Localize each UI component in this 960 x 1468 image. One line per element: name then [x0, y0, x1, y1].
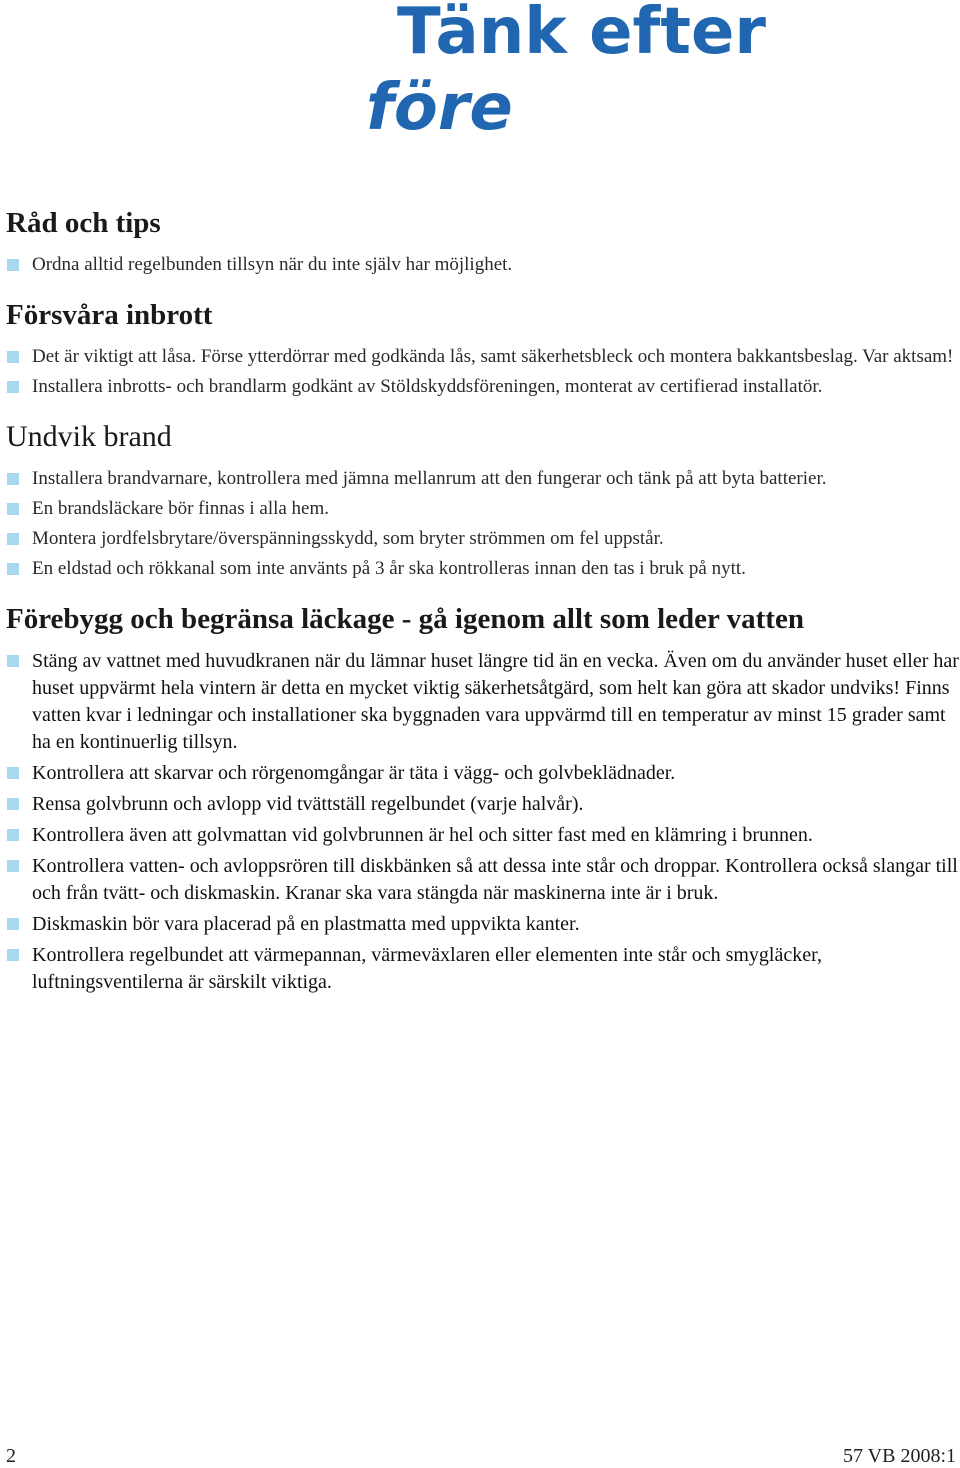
list-item: [6, 911, 960, 938]
list-item-text: Kontrollera regelbundet att värmepannan, värmeväxlaren eller elementen inte står och smygläcker, luftningsventilerna är särskilt viktiga.: [32, 944, 822, 993]
list-item: [6, 556, 960, 582]
list-item-text: En eldstad och rökkanal som inte använts på 3 år ska kontrolleras innan den tas i bruk på nytt.: [32, 558, 746, 579]
square-bullet-icon: [7, 259, 19, 271]
list-item: [6, 648, 960, 756]
list-item-text: Kontrollera även att golvmattan vid golvbrunnen är hel och sitter fast med en klämring i brunnen.: [32, 824, 813, 846]
list-item: [6, 252, 960, 278]
list-item: [6, 822, 960, 849]
square-bullet-icon: [7, 473, 19, 485]
list-item-text: Installera brandvarnare, kontrollera med jämna mellanrum att den fungerar och tänk på att byta batterier.: [32, 468, 827, 489]
list-item-text: Det är viktigt att låsa. Förse ytterdörrar med godkända lås, samt säkerhetsbleck och montera bakkantsbeslag. Var aktsam!: [32, 346, 954, 367]
list-item: [6, 942, 960, 996]
list-item-text: Diskmaskin bör vara placerad på en plastmatta med uppvikta kanter.: [32, 913, 580, 935]
list-item-text: Montera jordfelsbrytare/överspänningsskydd, som bryter strömmen om fel uppstår.: [32, 528, 664, 549]
square-bullet-icon: [7, 798, 19, 810]
list-item: [6, 374, 960, 400]
list-item-text: En brandsläckare bör finnas i alla hem.: [32, 498, 330, 519]
page-title-line-2: före: [366, 71, 513, 145]
list-item: [6, 496, 960, 522]
list-item-text: Rensa golvbrunn och avlopp vid tvättställ regelbundet (varje halvår).: [32, 793, 584, 815]
publication-reference: 57 VB 2008:1: [843, 1445, 956, 1467]
section-heading: Förebygg och begränsa läckage - gå igenom allt som leder vatten: [6, 603, 804, 635]
document-body: [6, 202, 960, 1012]
square-bullet-icon: [7, 533, 19, 545]
square-bullet-icon: [7, 918, 19, 930]
list-item: [6, 853, 960, 907]
square-bullet-icon: [7, 655, 19, 667]
list-item-text: Installera inbrotts- och brandlarm godkänt av Stöldskyddsföreningen, monterat av certifierad installatör.: [32, 376, 823, 397]
list-item: [6, 466, 960, 492]
list-item: [6, 526, 960, 552]
square-bullet-icon: [7, 829, 19, 841]
section-undvik-brand: [6, 416, 960, 582]
square-bullet-icon: [7, 949, 19, 961]
list-item: [6, 344, 960, 370]
square-bullet-icon: [7, 503, 19, 515]
square-bullet-icon: [7, 860, 19, 872]
section-rad-och-tips: [6, 202, 960, 278]
section-forsvara-inbrott: [6, 294, 960, 400]
square-bullet-icon: [7, 563, 19, 575]
section-heading: Försvåra inbrott: [6, 299, 213, 331]
list-item: [6, 791, 960, 818]
page-title-line-1: Tänk efter: [397, 0, 766, 69]
square-bullet-icon: [7, 351, 19, 363]
section-heading: Undvik brand: [6, 420, 172, 453]
list-item-text: Kontrollera att skarvar och rörgenomgångar är täta i vägg- och golvbeklädnader.: [32, 762, 676, 784]
bullet-list: [6, 252, 960, 278]
bullet-list: [6, 466, 960, 582]
list-item: [6, 760, 960, 787]
section-heading: Råd och tips: [6, 207, 161, 239]
list-item-text: Stäng av vattnet med huvudkranen när du lämnar huset längre tid än en vecka. Även om du använder huset eller har huset uppvärmt hela vintern är detta en mycket viktig säkerhetsåtgärd, som helt kan göra att skador undviks! Finns vatten kvar i ledningar och installationer ska byggnaden vara uppvärmd till en temperatur av minst 15 grader samt ha en kontinuerlig tillsyn.: [32, 650, 959, 753]
list-item-text: Ordna alltid regelbunden tillsyn när du inte själv har möjlighet.: [32, 254, 513, 275]
list-item-text: Kontrollera vatten- och avloppsrören till diskbänken så att dessa inte står och droppar. Kontrollera också slangar till och från tvätt- och diskmaskin. Kranar ska vara stängda när maskinerna inte är i bruk.: [32, 855, 958, 904]
page-number: 2: [6, 1445, 16, 1467]
bullet-list: [6, 344, 960, 400]
section-forebygg-lackage: [6, 598, 960, 996]
bullet-list: [6, 648, 960, 996]
square-bullet-icon: [7, 767, 19, 779]
square-bullet-icon: [7, 381, 19, 393]
